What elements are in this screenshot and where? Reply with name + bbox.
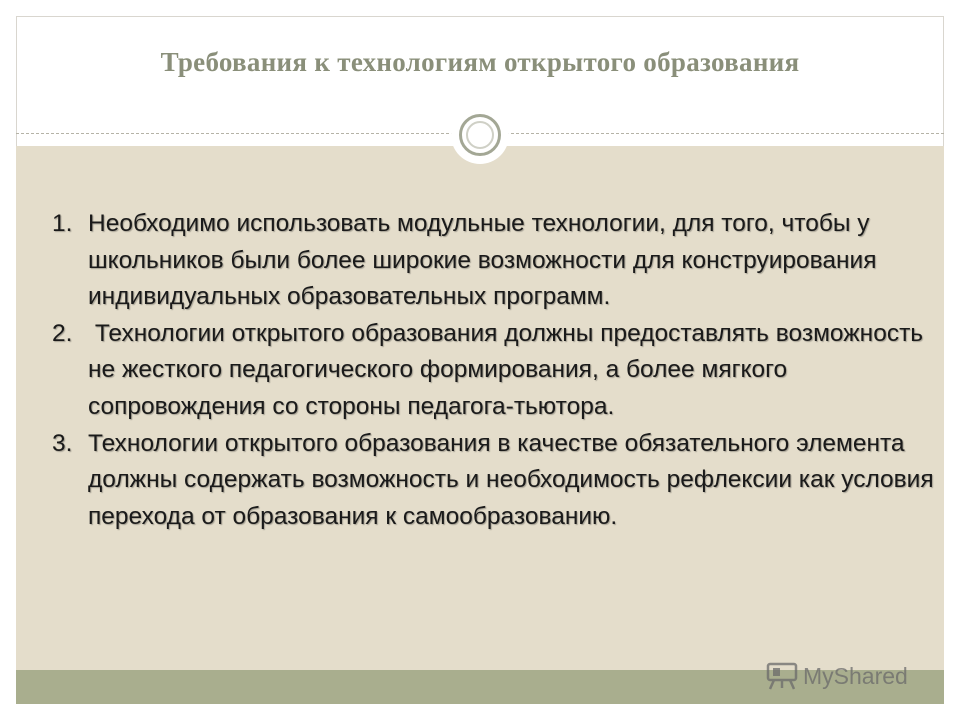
watermark-label: MyShared xyxy=(803,662,908,689)
slide-title: Требования к технологиям открытого образования xyxy=(160,47,800,77)
list-item-number: 3. xyxy=(52,429,73,457)
list-item-number: 2. xyxy=(52,319,73,347)
list-item-number: 1. xyxy=(52,210,73,237)
ornament-inner-ring xyxy=(466,121,494,149)
list-item-text: Технологии открытого образования в качестве обязательного элемента должны содержать возможность и необходимость рефлексии как условия перехода от образования к самообразованию. xyxy=(88,429,934,530)
circle-ornament-icon xyxy=(451,106,509,164)
list-item-text: Необходимо использовать модульные технологии, для того, чтобы у школьников были более широкие возможности для конструирования индивидуальных образовательных программ. xyxy=(88,210,877,311)
ornament-ring xyxy=(459,114,501,156)
list-item xyxy=(48,426,938,536)
projector-icon xyxy=(765,661,799,691)
numbered-list xyxy=(48,206,938,535)
list-item xyxy=(48,316,938,426)
myshared-watermark[interactable] xyxy=(765,656,908,696)
list-item-text: Технологии открытого образования должны предоставлять возможность не жесткого педагогического формирования, а более мягкого сопровождения со стороны педагога-тьютора. xyxy=(88,319,930,420)
list-item xyxy=(48,206,938,316)
